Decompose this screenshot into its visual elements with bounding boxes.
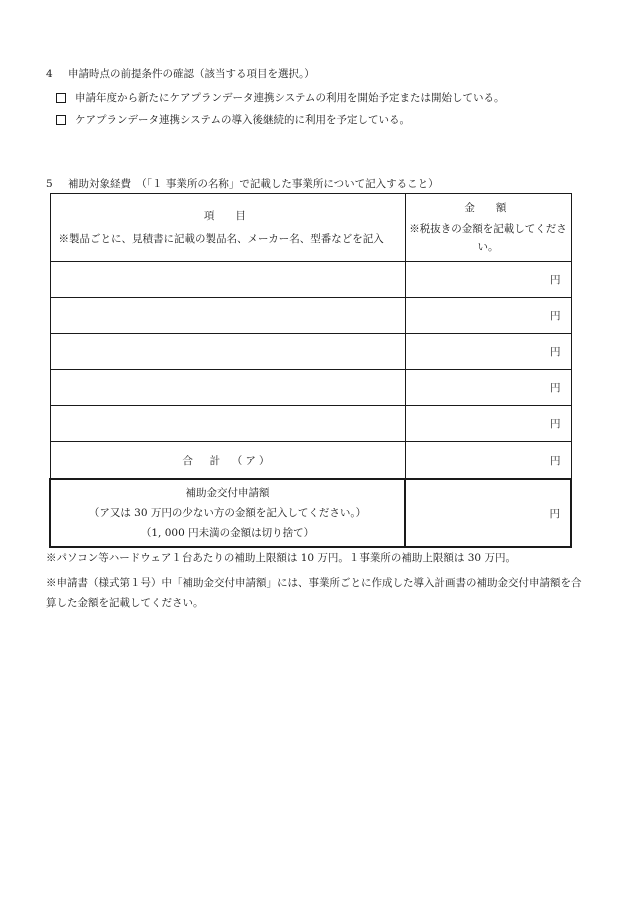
table-row — [50, 406, 571, 442]
option-new-usage-checkbox[interactable] — [56, 93, 66, 103]
amount-input-cell[interactable]: 円 — [405, 298, 571, 334]
section-4-heading — [46, 66, 315, 81]
item-input-cell[interactable] — [50, 298, 405, 334]
total-amount-cell[interactable]: 円 — [405, 442, 571, 480]
item-input-cell[interactable] — [50, 262, 405, 298]
table-row — [50, 298, 571, 334]
total-row — [50, 442, 571, 480]
option-continued-usage-checkbox[interactable] — [56, 115, 66, 125]
item-input-cell[interactable] — [50, 406, 405, 442]
section-5-heading — [46, 176, 439, 191]
request-amount-cell[interactable]: 円 — [405, 479, 571, 547]
option-continued-usage[interactable] — [56, 112, 410, 127]
amount-input-cell[interactable]: 円 — [405, 334, 571, 370]
request-label-cell — [50, 479, 405, 547]
request-amount-row — [50, 479, 571, 547]
expense-table — [49, 193, 572, 548]
section-4-number: 4 — [46, 68, 53, 80]
section-5-title: 補助対象経費 （「１ 事業所の名称」で記載した事業所について記入すること） — [68, 178, 439, 190]
request-title: 補助金交付申請額 — [185, 487, 270, 499]
option-continued-usage-label: ケアプランデータ連携システムの導入後継続的に利用を予定している。 — [75, 114, 410, 126]
header-item-cell — [50, 194, 405, 262]
amount-input-cell[interactable]: 円 — [405, 262, 571, 298]
note-application-total: ※申請書（様式第１号）中「補助金交付申請額」には、事業所ごとに作成した導入計画書の補助金交付申請額を合算した金額を記載してください。 — [46, 577, 582, 609]
table-row — [50, 262, 571, 298]
item-input-cell[interactable] — [50, 334, 405, 370]
item-input-cell[interactable] — [50, 370, 405, 406]
header-amount-note: ※税抜きの金額を記載してください。 — [409, 223, 567, 253]
expense-table-header — [50, 194, 571, 262]
option-new-usage[interactable] — [56, 90, 504, 105]
table-row — [50, 370, 571, 406]
table-row — [50, 334, 571, 370]
amount-input-cell[interactable]: 円 — [405, 370, 571, 406]
section-5-number: 5 — [46, 178, 53, 190]
header-item-note: ※製品ごとに、見積書に記載の製品名、メーカー名、型番などを記入 — [58, 233, 384, 245]
option-new-usage-label: 申請年度から新たにケアプランデータ連携システムの利用を開始予定または開始している。 — [75, 92, 505, 104]
note-upper-limit: ※パソコン等ハードウェア１台あたりの補助上限額は 10 万円。１事業所の補助上限額は 30 万円。 — [46, 552, 516, 564]
amount-input-cell[interactable]: 円 — [405, 406, 571, 442]
header-amount-title: 金 額 — [464, 202, 512, 214]
header-item-title: 項 目 — [203, 210, 252, 222]
section-4-title: 申請時点の前提条件の確認（該当する項目を選択。） — [68, 68, 315, 80]
total-label: 合 計 （ア） — [50, 442, 405, 480]
request-note-1: （ア又は 30 万円の少ない方の金額を記入してください。） — [88, 507, 367, 519]
request-note-2: （1, 000 円未満の金額は切り捨て） — [140, 527, 315, 539]
header-amount-cell — [405, 194, 571, 262]
